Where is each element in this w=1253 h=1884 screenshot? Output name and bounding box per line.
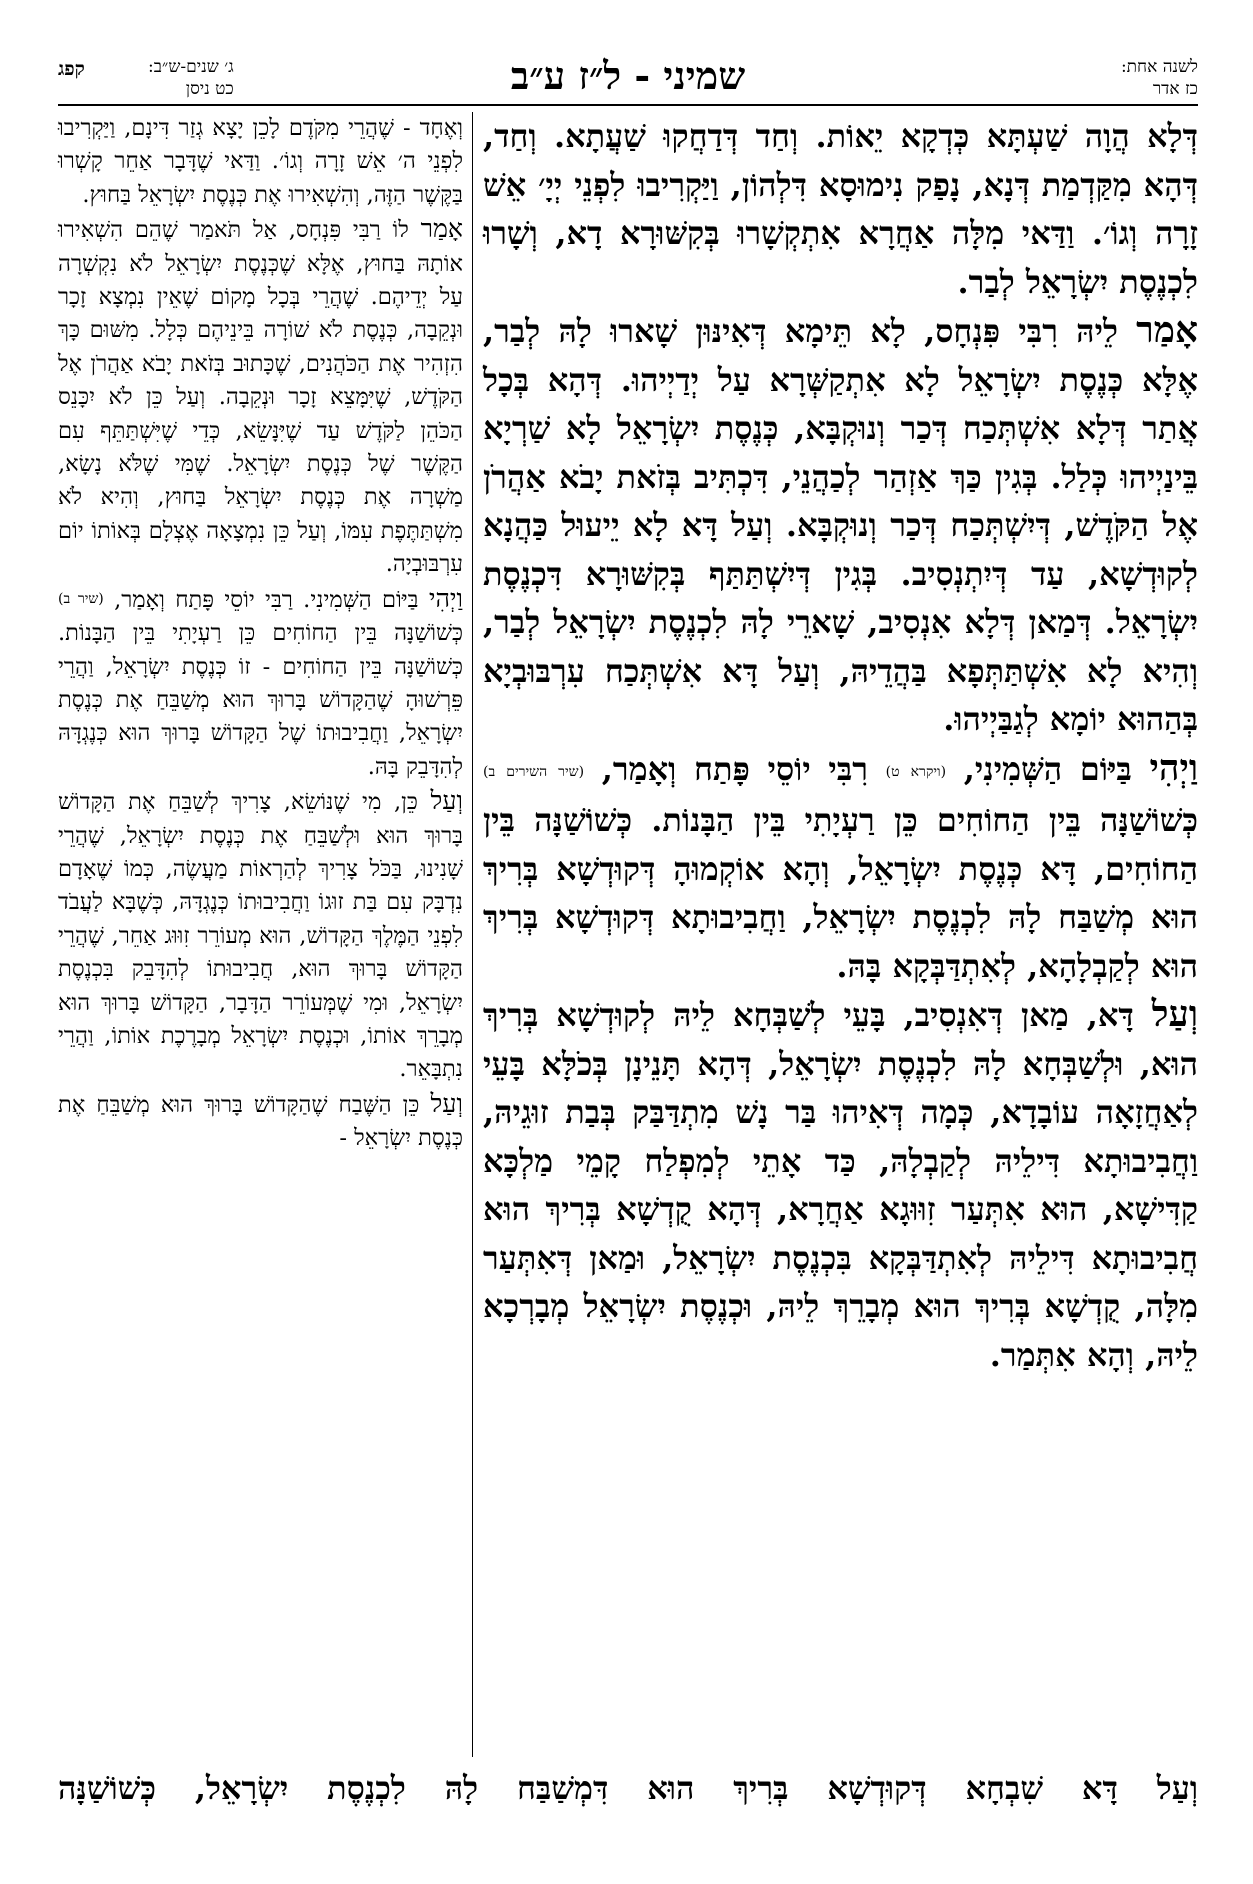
header-three-year-date: כט ניסן [185,79,234,99]
main-paragraph-3-text: בַּיּוֹם הַשְּׁמִינִי, [963,749,1150,788]
side-source-ref: (שיר ב) [58,590,104,607]
side-paragraph-3-text-2: כְּשׁוֹשַׁנָּה בֵּין הַחוֹחִים כֵּן רַעְיָתִי בֵּין הַבָּנוֹת. כְּשׁוֹשַׁנָּה בֵּין הַחוֹחִים - זוֹ כְּנֶסֶת יִשְׂרָאֵל, וַהֲרֵי פֵּרְשׁוּהָ שֶׁהַקָּדוֹשׁ בָּרוּךְ הוּא מְשַׁבֵּחַ אֶת כְּנֶסֶת יִשְׂרָאֵל, וַחֲבִיבוּתוֹ שֶׁל הַקָּדוֹשׁ בָּרוּךְ הוּא כְּנֶגְדָּהּ לְהִדָּבֵק בָּהּ. [58,620,463,780]
side-paragraph-5-initial: וְעַל [430,1088,463,1118]
main-paragraph-2 [483,306,1198,744]
side-paragraph-4-text: כֵּן, מִי שֶׁנּוֹשֵׂא, צָרִיךְ לְשַׁבֵּחַ אֶת הַקָּדוֹשׁ בָּרוּךְ הוּא וּלְשַׁבֵּחַ אֶת כְּנֶסֶת יִשְׂרָאֵל, שֶׁהֲרֵי שָׁנִינוּ, בַּכֹּל צָרִיךְ לְהַרְאוֹת מַעֲשֶׂה, כְּמוֹ שֶׁאָדָם נִדְבָּק עִם בַּת זוּגוֹ וַחֲבִיבוּתוֹ כְּנֶגְדָּהּ, כְּשֶׁבָּא לַעֲבֹד לִפְנֵי הַמֶּלֶךְ הַקָּדוֹשׁ, הוּא מְעוֹרֵר זִוּוּג אַחֵר, שֶׁהֲרֵי הַקָּדוֹשׁ בָּרוּךְ הוּא, חֲבִיבוּתוֹ לְהִדָּבֵק בִּכְנֶסֶת יִשְׂרָאֵל, וּמִי שֶׁמְּעוֹרֵר הַדָּבָר, הַקָּדוֹשׁ בָּרוּךְ הוּא מְבָרֵךְ אוֹתוֹ, וּכְנֶסֶת יִשְׂרָאֵל מְבָרֶכֶת אוֹתוֹ, וַהֲרֵי נִתְבָּאֵר. [58,789,463,1083]
page-title: שמיני - ל״ז ע״ב [510,53,746,98]
page-number: קפג [58,58,85,80]
side-paragraph-2-initial: אָמַר [420,214,463,244]
main-paragraph-3-text-2: רִבִּי יוֹסֵי פָּתַח וְאָמַר, [601,749,886,788]
side-paragraph-5 [58,1087,463,1156]
header-one-year-date: כז אדר [1152,79,1198,99]
main-paragraph-3-text-3: כְּשׁוֹשַׁנָּה בֵּין הַחוֹחִים כֵּן רַעְיָתִי בֵּין הַבָּנוֹת. כְּשׁוֹשַׁנָּה בֵּין הַחוֹחִים, דָּא כְּנֶסֶת יִשְׂרָאֵל, וְהָא אוֹקְמוּהָ דְּקוּדְשָׁא בְּרִיךְ הוּא מְשַׁבַּח לָהּ לִכְנֶסֶת יִשְׂרָאֵל, וַחֲבִיבוּתָא דְּקוּדְשָׁא בְּרִיךְ הוּא לְקַבְלָהָא, לְאִתְדַּבְּקָא בָּהּ. [483,801,1199,985]
page-header [58,50,1198,104]
header-divider [58,104,1198,106]
main-source-ref-1: (ויקרא ט) [885,763,947,780]
main-source-ref-2: (שיר השירים ב) [483,763,585,780]
main-text-column [483,112,1198,1379]
main-paragraph-3 [483,744,1198,991]
column-divider [472,112,473,1757]
side-paragraph-3-text: בַּיּוֹם הַשְּׁמִינִי. רַבִּי יוֹסֵי פָּתַח וְאָמַר, [114,586,429,613]
translation-column [58,112,463,1156]
side-paragraph-2-text: לוֹ רַבִּי פִּנְחָס, אַל תֹּאמַר שֶׁהֵם הִשְׁאִירוּ אוֹתָהּ בַּחוּץ, אֶלָּא שֶׁכְּנֶסֶת יִשְׂרָאֵל לֹא נִקְשְׁרָה עַל יְדֵיהֶם. שֶׁהֲרֵי בְּכָל מָקוֹם שֶׁאֵין נִמְצָא זָכָר וּנְקֵבָה, כְּנֶסֶת לֹא שׁוֹרָה בֵּינֵיהֶם כְּלָל. מִשּׁוּם כָּךְ הִזְהִיר אֶת הַכֹּהֲנִים, שֶׁכָּתוּב בְּזֹאת יָבֹא אַהֲרֹן אֶל הַקֹּדֶשׁ, שֶׁיִּמָּצֵא זָכָר וּנְקֵבָה. וְעַל כֵּן לֹא יִכָּנֵס הַכֹּהֵן לַקֹּדֶשׁ עַד שֶׁיִּנָּשֵׂא, כְּדֵי שֶׁיִּשְׁתַּתֵּף עִם הַקֶּשֶׁר שֶׁל כְּנֶסֶת יִשְׂרָאֵל. שֶׁמִּי שֶׁלֹּא נָשָׂא, מַשְׁרָה אֶת כְּנֶסֶת יִשְׂרָאֵל בַּחוּץ, וְהִיא לֹא מִשְׁתַּתֶּפֶת עִמּוֹ, וְעַל כֵּן נִמְצָאָה אֶצְלָם בְּאוֹתוֹ יוֹם עִרְבּוּבְיָה. [58,217,463,578]
main-paragraph-4-text: דָּא, מַאן דְּאִנְסִיב, בָּעֵי לְשַׁבְּחָא לֵיהּ לְקוּדְשָׁא בְּרִיךְ הוּא, וּלְשַׁבְּחָא לָהּ לִכְנֶסֶת יִשְׂרָאֵל, דְּהָא תָּנֵינָן בְּכֹלָּא בָּעֵי לְאַחֲזָאָה עוֹבָדָא, כְּמָה דְּאִיהוּ בַּר נָשׁ מִתְדַּבַּק בְּבַת זוּגֵיהּ, וַחֲבִיבוּתָא דִּילֵיהּ לְקַבְלָהּ, כַּד אָתֵי לְמִפְלַח קָמֵי מַלְכָּא קַדִּישָׁא, הוּא אִתְּעַר זִוּוּגָא אַחֲרָא, דְּהָא קֻדְשָׁא בְּרִיךְ הוּא חֲבִיבוּתָא דִּילֵיהּ לְאִתְדַּבְּקָא בִּכְנֶסֶת יִשְׂרָאֵל, וּמַאן דְּאִתְּעַר מִלָּה, קֻדְשָׁא בְּרִיךְ הוּא מְבָרֵךְ לֵיהּ, וּכְנֶסֶת יִשְׂרָאֵל מְבָרְכָא לֵיהּ, וְהָא אִתְּמַר. [483,996,1198,1374]
main-paragraph-2-initial: אָמַר [1136,309,1198,351]
main-paragraph-1 [483,112,1198,306]
main-paragraph-4 [483,990,1198,1379]
side-paragraph-5-text: כֵּן הַשֶּׁבַח שֶׁהַקָּדוֹשׁ בָּרוּךְ הוּא מְשַׁבֵּחַ אֶת כְּנֶסֶת יִשְׂרָאֵל - [58,1091,463,1152]
side-paragraph-4-initial: וְעַל [430,786,463,816]
main-paragraph-1-text: דְּלָא הֲוָה שַׁעְתָּא כְּדְקָא יֵאוֹת. וְחַד דְּדַחֲקוּ שַׁעֲתָא. וְחַד, דְּהָא מִקַּדְמַת דְּנָא, נָפַק נִימוּסָא דִּלְהוֹן, וַיַּקְרִיבוּ לִפְנֵי יְיָ׳ אֵשׁ זָרָה וְגוֹ׳. וַדַּאי מִלָּה אַחֲרָא אִתְקְשָׁרוּ בְּקִשּׁוּרָא דָא, וְשָׁרוּ לִכְנֶסֶת יִשְׂרָאֵל לְבַר. [483,117,1198,301]
header-one-year-label: לשנה אחת: [1120,57,1198,77]
side-paragraph-1 [58,112,463,212]
side-paragraph-1-text: וְאֶחָד - שֶׁהֲרֵי מִקֹּדֶם לָכֵן יָצָא גְזַר דִּינָם, וַיַּקְרִיבוּ לִפְנֵי ה׳ אֵשׁ זָרָה וְגוֹ׳. וַדַּאי שֶׁדָּבָר אַחֵר קָשְׁרוּ בַּקֶּשֶׁר הַזֶּה, וְהִשְׁאִירוּ אֶת כְּנֶסֶת יִשְׂרָאֵל בַּחוּץ. [58,115,463,208]
side-paragraph-2 [58,212,463,581]
main-paragraph-4-initial: וְעַל [1151,993,1198,1035]
side-paragraph-3 [58,582,463,784]
main-paragraph-2-text: לֵיהּ רִבִּי פִּנְחָס, לָא תֵּימָא דְּאִינּוּן שָׁארוּ לָהּ לְבַר, אֶלָּא כְּנֶסֶת יִשְׂרָאֵל לָא אִתְקַשְּׁרָא עַל יְדַיְיהוּ. דְּהָא בְּכָל אֲתַר דְּלָא אִשְׁתְּכַח דְּכַר וְנוּקְבָּא, כְּנֶסֶת יִשְׂרָאֵל לָא שַׁרְיָא בֵּינַיְיהוּ כְּלַל. בְּגִין כַּךְ אַזְהַר לְכַהֲנֵי, דִּכְתִּיב בְּזֹאת יָבֹא אַהֲרֹן אֶל הַקֹּדֶשׁ, דְּיִשְׁתְּכַח דְּכַר וְנוּקְבָּא. וְעַל דָּא לָא יֵיעוּל כַּהֲנָא לְקוּדְשָׁא, עַד דְּיִתְנְסִיב. בְּגִין דְּיִשְׁתַּתַּף בְּקִשּׁוּרָא דִּכְנֶסֶת יִשְׂרָאֵל. דְּמַאן דְּלָא אִנְסִיב, שָׁארֵי לָהּ לִכְנֶסֶת יִשְׂרָאֵל לְבַר, וְהִיא לָא אִשְׁתַּתְּפָא בַּהֲדֵיהּ, וְעַל דָּא אִשְׁתְּכַח עִרְבּוּבְיָא בְּהַהוּא יוֹמָא לְגַבַּיְיהוּ. [483,312,1199,738]
bottom-continuation-line: וְעַל דָּא שִׁבְחָא דְּקוּדְשָׁא בְּרִיךְ הוּא דִּמְשַׁבַּח לָהּ לִכְנֶסֶת יִשְׂרָאֵל, כְּשׁוֹשַׁנָּה [58,1769,1199,1807]
main-paragraph-3-initial: וַיְהִי [1149,746,1199,789]
side-paragraph-4 [58,784,463,1087]
header-study-schedule-three-year [148,56,234,100]
side-paragraph-3-initial: וַיְהִי [428,583,463,613]
header-three-year-label: ג׳ שנים-ש״ב: [148,57,234,77]
